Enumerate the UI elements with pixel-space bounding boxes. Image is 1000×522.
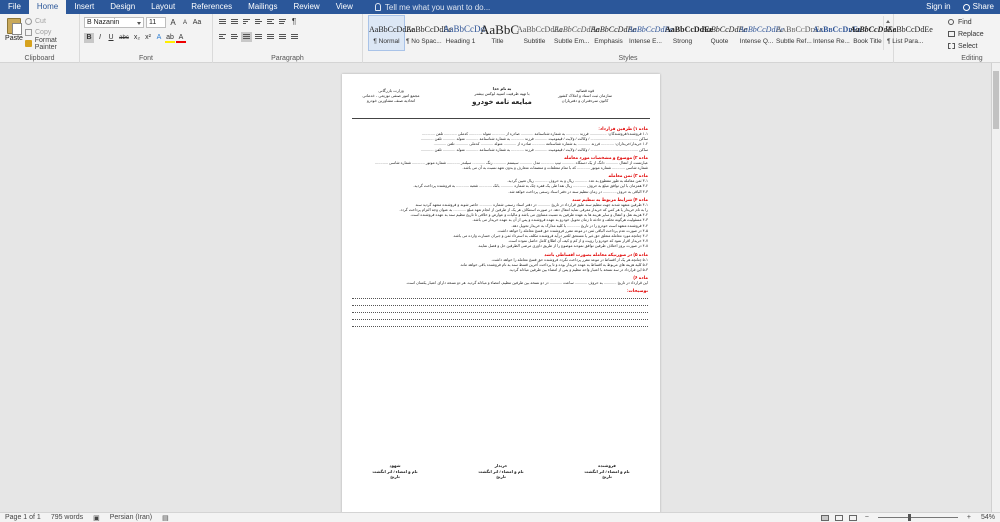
font-name-select[interactable] (84, 17, 144, 28)
signature-line: تاریخ (390, 474, 400, 479)
lightbulb-icon (375, 3, 381, 11)
clause-line: ۳-۱ ثمن معامله به طور مقطوع به عدد ............ ریال و به حروف ............ ریال تعیین گردید. (507, 179, 648, 184)
clause-line: ساکن ............................................. / وکالت / ولایت / قیمومیت ............ فرزند ............ به شماره شناسنامه ............ متولد ............ تلفن ............ (420, 147, 648, 152)
document-header (342, 86, 660, 112)
clause-line: ۴-۷ خریدار اقرار نمود که خودرو را رویت و از کم و کیف آن اطلاع کامل حاصل نموده است. (508, 239, 648, 244)
clause-line: ۴-۴ فروشنده متعهد است خودرو را در تاریخ ............ با کلیه مدارک به خریدار تحویل دهد. (511, 223, 648, 228)
styles-gallery-scroll[interactable] (883, 16, 891, 50)
find-button[interactable] (948, 16, 984, 28)
subscript-button[interactable]: x₂ (133, 34, 141, 41)
bold-button[interactable]: B (84, 33, 94, 43)
style-preview: AaBbCcDdEe (517, 25, 563, 34)
header-subtitle: با تهیه ظرفیت اسپید لوکس بیشتر (474, 91, 530, 96)
paintbrush-icon (25, 40, 32, 47)
clause-line: ۴-۳ مسئولیت هرگونه تخلف و حادثه تا زمان تحویل خودرو به عهده فروشنده و پس از آن به عهده خریدار می باشد. (472, 218, 648, 223)
zoom-out-button[interactable]: − (864, 514, 869, 521)
section-title: ماده ۱) طرفین قرارداد: (598, 126, 648, 131)
font-color-button[interactable]: A (176, 33, 186, 43)
grow-font-button[interactable]: A (170, 17, 176, 27)
ribbon-tab-bar (0, 0, 1000, 14)
ribbon (0, 14, 1000, 63)
word-count[interactable]: 795 words (50, 514, 84, 521)
tab-layout[interactable]: Layout (151, 2, 176, 11)
text-effects-button[interactable]: A (156, 34, 162, 41)
style-tile[interactable] (701, 15, 747, 51)
replace-icon (948, 31, 955, 37)
signature-block (584, 463, 629, 480)
cut-label: Cut (35, 18, 46, 25)
signature-role: خریدار (494, 463, 508, 468)
style-name: Intense E... (629, 38, 662, 45)
style-tile[interactable] (664, 15, 714, 51)
signature-block (478, 463, 523, 480)
paragraph-group-label: Paragraph (271, 55, 304, 62)
chevron-down-icon (137, 22, 141, 25)
clause-line: ۳-۲ همزمان با این توافق مبلغ به حروف ............ ریال نقدا طی یک فقره چک به شماره ............ بانک ............ شعبه ............ به فروشنده پرداخت گردید. (413, 184, 648, 189)
status-bar (0, 512, 1000, 522)
style-preview: AaBbCcDdEe (628, 25, 673, 34)
proofing-icon[interactable]: ▣ (93, 514, 100, 522)
paragraph-group (213, 14, 363, 63)
increase-indent-icon[interactable] (265, 17, 276, 27)
vertical-scrollbar[interactable] (991, 63, 1000, 512)
numbering-icon[interactable] (229, 17, 240, 27)
notes-blank-line (352, 322, 648, 327)
style-tile[interactable] (775, 15, 824, 51)
italic-button[interactable]: I (99, 34, 101, 41)
clause-line: ۴-۱ طرفین متعهد شدند جهت تنظیم سند طبق قرارداد در تاریخ ............ در دفتر اسناد رسمی شماره ............ حاضر شوند و فروشنده متعهد گردید سند (415, 202, 648, 207)
clause-line: شماره شاسی ............ شماره موتور ............ که با تمام متعلقات و منضمات متعارف و بدون تعهد نسبت به آن می باشد. (462, 166, 648, 171)
change-case-button[interactable]: Aa (192, 18, 202, 26)
font-group (80, 14, 213, 63)
style-preview: AaBbCcDdEe (554, 25, 599, 34)
notes-blank-line (352, 308, 648, 313)
style-name: ¶ List Para... (887, 38, 924, 45)
zoom-in-button[interactable]: + (966, 514, 971, 521)
scrollbar-thumb[interactable] (993, 71, 999, 129)
tab-review[interactable]: Review (293, 2, 320, 11)
search-icon (948, 19, 954, 25)
signature-role: فروشنده (598, 463, 616, 468)
style-name: Intense Q... (739, 38, 774, 45)
tab-view[interactable]: View (335, 2, 353, 11)
tab-file[interactable]: File (8, 2, 21, 11)
clause-line: ۳-۳ الباقی به حروف ............ در زمان تنظیم سند در دفتر اسناد رسمی پرداخت خواهد شد. (508, 189, 648, 194)
section-title: توضیحات: (626, 288, 648, 294)
signature-line: تاریخ (496, 474, 506, 479)
style-name: Heading 1 (445, 38, 476, 45)
section-title: ماده ۴) شرایط مربوط به تنظیم سند (572, 196, 648, 202)
justify-icon[interactable] (253, 32, 264, 42)
replace-button[interactable] (948, 28, 984, 40)
style-tile[interactable] (738, 15, 784, 51)
chevron-down-icon (886, 29, 890, 32)
paste-label: Paste (5, 35, 23, 42)
style-tile[interactable] (812, 15, 863, 51)
clause-line: ۴-۲ هزینه نقل و انتقال و سایر هزینه ها به عهده طرفین به نسبت مساوی می باشد و مالیات و عوارض و خلافی تا تاریخ تنظیم سند به عهده فروشنده است. (410, 213, 648, 218)
macro-icon[interactable]: ▤ (162, 514, 169, 522)
strikethrough-button[interactable]: abc (119, 35, 129, 41)
paste-button[interactable] (4, 16, 24, 42)
style-preview: AaBbCcDdEe (813, 25, 863, 34)
signature-line: نام و امضاء / اثر انگشت (478, 468, 524, 474)
style-name: ¶ Normal (373, 38, 400, 45)
highlight-button[interactable]: ab (166, 34, 174, 41)
notes-blank-line (352, 301, 648, 306)
document-page[interactable] (342, 74, 660, 514)
style-preview: AaBbCcDdEe (850, 25, 897, 34)
scissors-icon (25, 18, 32, 25)
styles-group-label: Styles (618, 55, 638, 62)
style-preview: AaBbCcDdEe (406, 25, 452, 34)
clause-line: ۵-۲ کلیه هزینه های مربوط به اقساط به عهده خریدار بوده و تا پرداخت آخرین قسط سند به نام فروشنده باقی خواهد ماند. (459, 262, 648, 267)
signature-line: تاریخ (602, 474, 612, 479)
select-icon (948, 43, 955, 49)
header-right-block (550, 88, 620, 103)
clause-line: را به نام خریدار یا هر کس که خریدار معرفی نماید انتقال دهد. در صورت استنکاف هر یک از طرفین از انجام تعهد مبلغ ............ به عنوان وجه التزام پرداخت گردد. (399, 208, 648, 213)
document-title: مبایعه نامه خودرو (472, 99, 532, 106)
editing-group-label: Editing (961, 55, 983, 62)
style-tile[interactable] (479, 15, 519, 51)
decrease-indent-icon[interactable] (253, 17, 264, 27)
cut-button[interactable] (25, 16, 79, 27)
style-tile[interactable] (516, 15, 563, 51)
format-painter-button[interactable] (25, 38, 79, 49)
style-tile[interactable] (442, 15, 485, 51)
tab-mailings[interactable]: Mailings (248, 2, 278, 11)
tell-me-text: Tell me what you want to do... (384, 2, 491, 12)
signature-line: نام و امضاء / اثر انگشت (584, 468, 630, 474)
share-button[interactable] (957, 0, 1000, 14)
replace-label: Replace (958, 30, 984, 38)
superscript-button[interactable]: x² (145, 34, 151, 41)
notes-blank-line (352, 294, 648, 299)
header-center-block (452, 86, 552, 108)
format-painter-label: Format Painter (34, 36, 57, 51)
find-label: Find (958, 18, 972, 26)
style-preview: AaBbCcDdEe (591, 25, 636, 34)
underline-button[interactable]: U (108, 34, 114, 41)
share-icon (963, 4, 970, 11)
shading-icon[interactable] (277, 32, 288, 42)
zoom-slider[interactable] (878, 517, 958, 518)
header-left-line: اتحادیه صنف مشاورین خودرو (366, 98, 416, 103)
clause-line: ۴-۶ چنانچه مورد معامله متعلق حق غیر یا مستحق للغیر درآید فروشنده مکلف به استرداد ثمن و جبران خسارت وارده می باشد. (452, 234, 648, 239)
zoom-level[interactable]: 54% (980, 514, 995, 521)
style-name: Book Title (853, 38, 882, 45)
clipboard-group-label: Clipboard (24, 55, 55, 62)
clause-line: ۴-۵ در صورت عدم پرداخت الباقی ثمن در موعد مقرر فروشنده حق فسخ معامله را خواهد داشت. (497, 228, 648, 233)
show-formatting-marks-button[interactable]: ¶ (291, 17, 297, 26)
section-title: ماده ۶) (633, 275, 648, 281)
style-preview: AaBbCcDdEe (665, 25, 714, 34)
sign-in-link[interactable]: Sign in (926, 2, 951, 11)
document-body (352, 124, 648, 329)
clause-line: ۵-۱ چنانچه هر یک از اقساط در موعد مقرر پرداخت نگردد فروشنده حق فسخ معامله را خواهد داشت. (491, 257, 648, 262)
clause-line: ۱-۲ خریدار/خریداران: ............ فرزند ............ به شماره شناسنامه ............ صادره از ............ متولد ............ کدملی ............ تلفن ............ (433, 142, 648, 147)
tell-me-box[interactable] (375, 3, 490, 12)
style-name: Subtle Em... (554, 38, 590, 45)
clause-line: ۱-۱ فروشنده/فروشندگان: ................ فرزند ............ به شماره شناسنامه ............ صادره از ............ متولد ............ کدملی ............ تلفن ............ (422, 132, 648, 136)
multilevel-list-icon[interactable] (241, 17, 252, 27)
style-name: Quote (710, 38, 729, 45)
font-group-label: Font (138, 55, 153, 62)
shrink-font-button[interactable]: A (182, 19, 187, 26)
select-button[interactable] (948, 40, 984, 52)
section-title: ماده ۳) ثمن معامله (608, 173, 648, 179)
header-left-line: مجمع امور صنفی توزیعی - خدماتی (362, 93, 420, 98)
signature-block (372, 463, 417, 480)
style-tile[interactable] (627, 15, 673, 51)
clause-line: عبارتست از انتقال ............ دانگ از یک دستگاه ............ تیپ ............ مدل ............ سیستم ............ رنگ ............ سیلندر ............ شماره موتور ............ شماره شاسی ............ (375, 160, 648, 165)
bullets-icon[interactable] (217, 17, 228, 27)
header-right-line: سازمان ثبت اسناد و املاک کشور (558, 93, 612, 98)
line-spacing-icon[interactable] (265, 32, 276, 42)
header-right-line: کانون سردفتران و دفتریاران (561, 98, 609, 103)
chevron-up-icon (886, 20, 890, 23)
web-layout-icon[interactable] (849, 515, 857, 521)
align-right-icon[interactable] (241, 32, 252, 42)
style-tile[interactable] (590, 15, 636, 51)
share-label: Share (972, 2, 994, 11)
header-divider (352, 118, 650, 119)
clause-line: ۴-۸ در صورت بروز اختلاف طرفین توافق نمودند موضوع را از طریق داوری مرضی الطرفین حل و فصل نمایند. (477, 244, 648, 249)
style-tile[interactable] (368, 15, 415, 51)
style-preview: AaBbC (480, 22, 519, 37)
style-name: Title (491, 38, 504, 45)
tab-design[interactable]: Design (110, 2, 136, 11)
style-preview: AaBbCcDdEe (702, 25, 747, 34)
copy-icon (25, 29, 32, 36)
print-layout-icon[interactable] (835, 515, 843, 521)
font-name-value: B Nazanin (87, 19, 120, 26)
align-center-icon[interactable] (229, 32, 240, 42)
section-title: ماده ۲) موضوع و مشخصات مورد معامله (564, 154, 648, 160)
select-label: Select (958, 42, 978, 50)
style-tile[interactable] (849, 15, 897, 51)
style-name: Emphasis (594, 38, 623, 45)
style-preview: AaBbCcDd (443, 24, 485, 34)
header-right-line: قوه قضائیه (575, 88, 595, 93)
styles-gallery (368, 15, 933, 51)
section-title: ماده ۵) در صورتیکه معامله بصورت اقساطی باشد (544, 251, 648, 257)
tab-references[interactable]: References (191, 2, 233, 11)
style-preview: AaBbCcDdEe (739, 25, 784, 34)
align-left-icon[interactable] (217, 32, 228, 42)
language-indicator[interactable]: Persian (Iran) (109, 514, 153, 521)
tab-home[interactable]: Home (29, 0, 66, 14)
clipboard-icon (7, 18, 21, 34)
zoom-slider-thumb[interactable] (908, 514, 911, 521)
copy-label: Copy (35, 29, 52, 36)
header-basmala: به نام خدا (492, 86, 512, 91)
page-count[interactable]: Page 1 of 1 (5, 514, 41, 521)
tab-insert[interactable]: Insert (74, 2, 95, 11)
style-preview: AaBbCcDdEe (369, 25, 415, 34)
style-tile[interactable] (405, 15, 452, 51)
style-name: Subtle Ref... (776, 38, 812, 45)
sort-icon[interactable] (277, 17, 288, 27)
style-preview: AaBbCcDdEe (887, 25, 933, 34)
clause-line: ۵-۳ این قرارداد در سه نسخه با اعتبار واحد تنظیم و پس از امضاء بین طرفین مبادله گردید. (508, 268, 648, 273)
clipboard-group (0, 14, 80, 63)
style-name: Intense Re... (813, 38, 850, 45)
font-size-select[interactable]: 11 (146, 17, 166, 28)
signature-line: نام و امضاء / اثر انگشت (372, 468, 418, 474)
read-mode-icon[interactable] (821, 515, 829, 521)
clause-line: این قرارداد در تاریخ ............ به حروف ............ ساعت ............ در دو نسخه بین طرفین تنظیم، امضاء و مبادله گردید. هر دو نسخه دارای اعتبار یکسان است. (406, 281, 648, 286)
style-tile[interactable] (886, 15, 933, 51)
editing-group (944, 14, 1000, 63)
borders-icon[interactable] (289, 32, 300, 42)
style-name: ¶ No Spac... (406, 38, 442, 45)
header-left-line: وزارت بازرگانی (378, 88, 404, 93)
header-left-block (356, 88, 426, 103)
signature-role: شهود (389, 463, 401, 468)
style-tile[interactable] (553, 15, 599, 51)
clause-line: ساکن ............................................. / وکالت / ولایت / قیمومیت ............ فرزند ............ به شماره شناسنامه ............ متولد ............ تلفن ............ (420, 137, 648, 142)
signature-row (342, 463, 660, 480)
style-name: Strong (672, 38, 693, 45)
notes-blank-line (352, 315, 648, 320)
style-preview: AaBbCcDdEe (776, 25, 824, 34)
style-name: Subtitle (523, 38, 546, 45)
